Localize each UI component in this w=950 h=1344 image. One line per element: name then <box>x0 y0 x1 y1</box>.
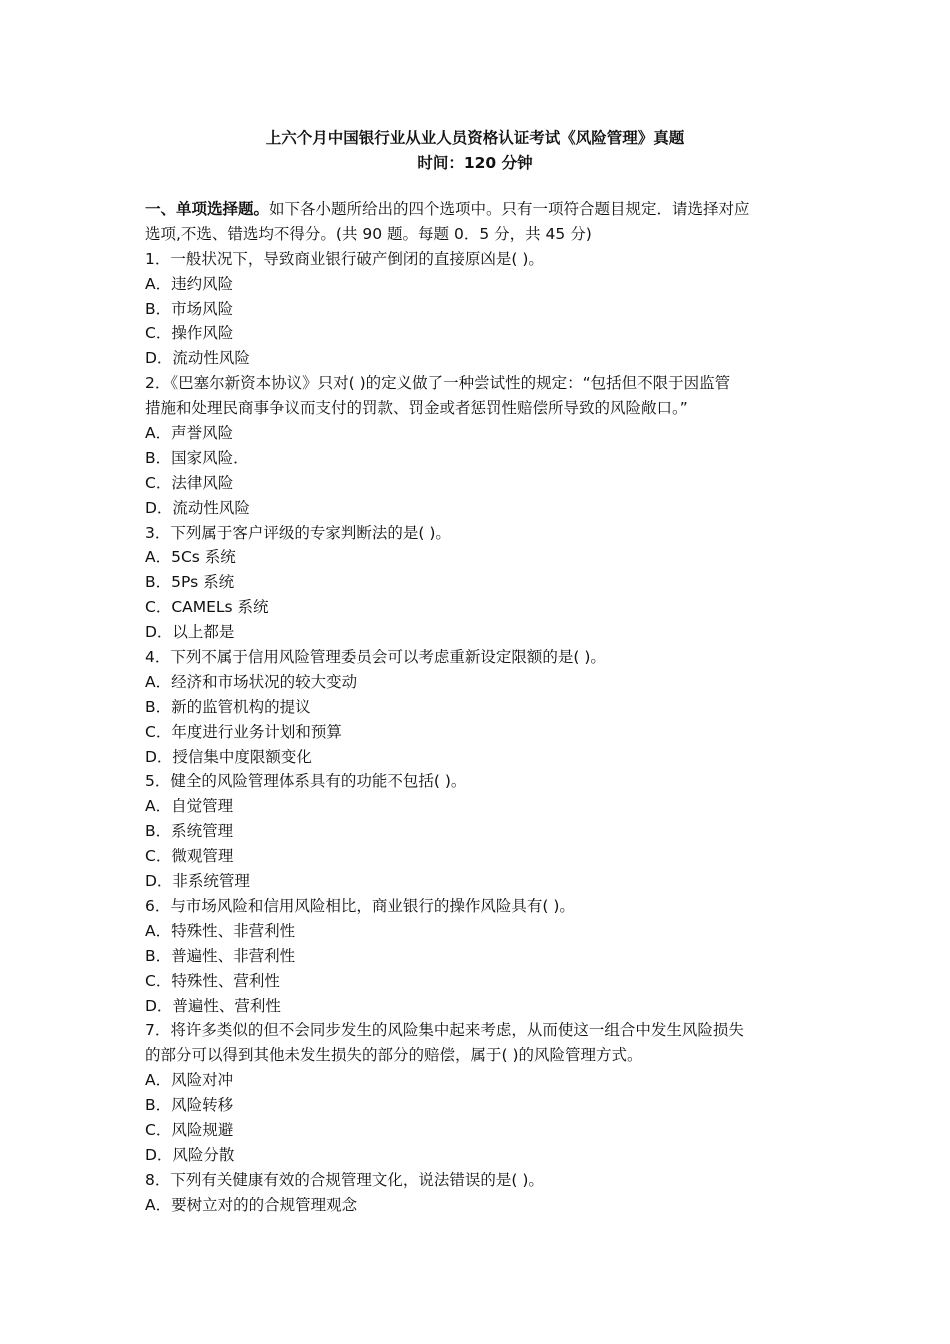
document-title: 上六个月中国银行业从业人员资格认证考试《风险管理》真题 <box>265 129 685 147</box>
answer-option: B．新的监管机构的提议 <box>145 697 311 716</box>
answer-option: A．特殊性、非营利性 <box>145 921 296 940</box>
section-label: 一、单项选择题。 <box>145 200 270 218</box>
section-intro-continued: 选项,不选、错选均不得分。(共 90 题。每题 0．5 分，共 45 分) <box>145 224 592 243</box>
answer-option: D．风险分散 <box>145 1145 235 1164</box>
answer-option: D．普遍性、营利性 <box>145 996 281 1015</box>
answer-option: C．特殊性、营利性 <box>145 971 280 990</box>
answer-option: B．国家风险． <box>145 448 249 467</box>
answer-option: C．年度进行业务计划和预算 <box>145 722 342 741</box>
question-stem: 5．健全的风险管理体系具有的功能不包括( )。 <box>145 772 467 791</box>
answer-option: D．流动性风险 <box>145 349 250 368</box>
answer-option: D．流动性风险 <box>145 498 250 517</box>
answer-option: B．普遍性、非营利性 <box>145 946 296 965</box>
question-stem: 1．一般状况下，导致商业银行破产倒闭的直接原凶是( )。 <box>145 249 544 268</box>
document-body <box>145 197 815 1218</box>
answer-option: A．风险对冲 <box>145 1071 234 1090</box>
answer-option: A．违约风险 <box>145 274 234 293</box>
question-stem: 4．下列不属于信用风险管理委员会可以考虑重新设定限额的是( )。 <box>145 648 606 667</box>
answer-option: A．经济和市场状况的较大变动 <box>145 672 358 691</box>
answer-option: C．操作风险 <box>145 324 234 343</box>
answer-option: B．系统管理 <box>145 822 234 841</box>
answer-option: C．风险规避 <box>145 1120 234 1139</box>
answer-option: A．自觉管理 <box>145 797 234 816</box>
answer-option: B．市场风险 <box>145 299 234 318</box>
answer-option: C．CAMELs 系统 <box>145 598 269 617</box>
question-stem: 7．将许多类似的但不会同步发生的风险集中起来考虑，从而使这一组合中发生风险损失 <box>145 1021 744 1040</box>
answer-option: A．声誉风险 <box>145 424 234 443</box>
question-stem: 3．下列属于客户评级的专家判断法的是( )。 <box>145 523 451 542</box>
question-stem: 8．下列有关健康有效的合规管理文化，说法错误的是( )。 <box>145 1170 544 1189</box>
question-stem: 6．与市场风险和信用风险相比，商业银行的操作风险具有( )。 <box>145 896 575 915</box>
question-stem-continued: 的部分可以得到其他未发生损失的部分的赔偿，属于( )的风险管理方式。 <box>145 1046 643 1065</box>
answer-option: D．以上都是 <box>145 623 235 642</box>
answer-option: A．要树立对的的合规管理观念 <box>145 1195 358 1214</box>
answer-option: A．5Cs 系统 <box>145 548 236 567</box>
answer-option: B．风险转移 <box>145 1096 234 1115</box>
document-subtitle: 时间：120 分钟 <box>417 154 533 172</box>
section-intro <box>145 197 815 222</box>
question-stem: 2．《巴塞尔新资本协议》只对( )的定义做了一种尝试性的规定：“包括但不限于因监管 <box>145 374 731 393</box>
section-intro-text: 如下各小题所给出的四个选项中。只有一项符合题目规定．请选择对应 <box>269 200 750 218</box>
answer-option: D．非系统管理 <box>145 872 250 891</box>
answer-option: C．微观管理 <box>145 847 234 866</box>
answer-option: C．法律风险 <box>145 473 234 492</box>
answer-option: B．5Ps 系统 <box>145 573 235 592</box>
question-stem-continued: 措施和处理民商事争议而支付的罚款、罚金或者惩罚性赔偿所导致的风险敞口。” <box>145 399 688 418</box>
answer-option: D．授信集中度限额变化 <box>145 747 312 766</box>
